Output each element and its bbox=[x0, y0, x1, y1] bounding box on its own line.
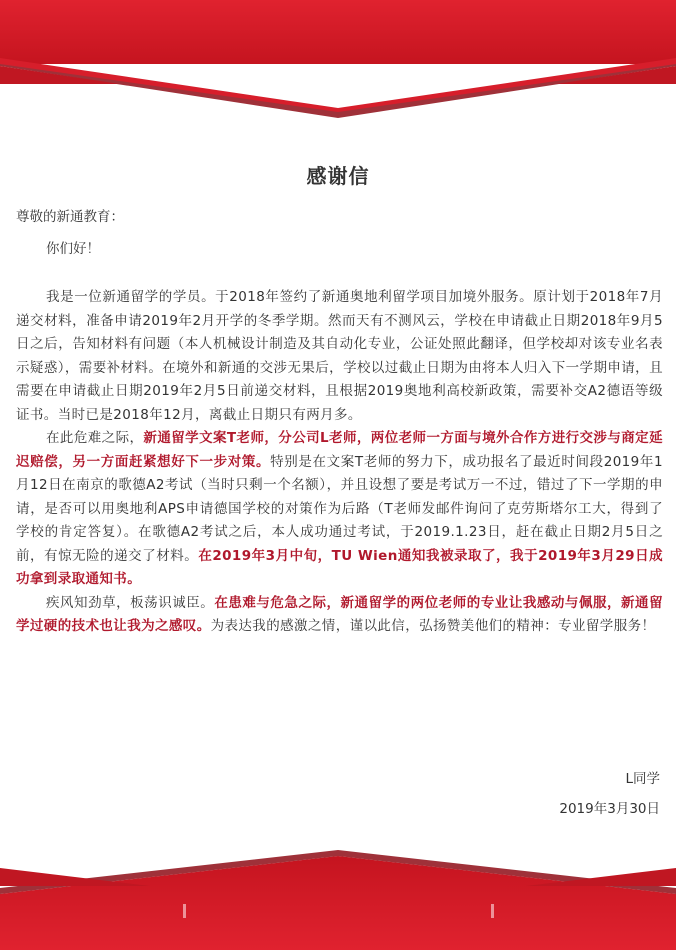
highlighted-text: 在2019年3月中旬，TU Wien通知我被录取了，我于2019年3月29日成功拿到录取通知书。 bbox=[16, 547, 663, 587]
paragraph-text: 疾风知劲草，板荡识诚臣。 bbox=[46, 594, 215, 611]
paragraph-text: 在此危难之际， bbox=[46, 430, 144, 446]
paragraph-text: 我是一位新通留学的学员。于2018年签约了新通奥地利留学项目加境外服务。原计划于2018年7月递交材料，准备申请2019年2月开学的冬季学期。然而天有不测风云，学校在申请截止日期2018年9月5日之后，告知材料有问题（本人机械设计制造及其自动化专业，公证处照此翻译，但学校却对该专业名表示疑惑），需要补材料。在境外和新通的交涉无果后，学校以过截止日期为由将本人归入下一学期申请，且需要在申请截止日期2019年2月5日前递交材料，且根据2019奥地利高校新政策，需要补交A2德语等级证书。当时已是2018年12月，离截止日期只有两月多。 bbox=[16, 289, 663, 423]
salutation: 尊敬的新通教育： bbox=[16, 209, 124, 225]
paragraph-text: 特别是在文案T老师的努力下，成功报名了最近时间段2019年1月12日在南京的歌德A2考试（当时只剩一个名额），并且设想了要是考试万一不过，错过了下一学期的申请，是否可以用奥地利APS申请德国学校的对策作为后路（T老师发邮件询问了克劳斯塔尔工大，得到了学校的肯定答复）。在歌德A2考试之后，本人成功通过考试，于2019.1.23日，赶在截止日期2月5日之前，有惊无险的递交了材料。 bbox=[16, 453, 663, 564]
letter-body bbox=[16, 286, 663, 639]
paragraph-text: 为表达我的感激之情，谨以此信，弘扬赞美他们的精神：专业留学服务！ bbox=[210, 618, 656, 634]
body-paragraph bbox=[16, 592, 663, 639]
greeting: 你们好！ bbox=[46, 241, 100, 257]
letter-title: 感谢信 bbox=[306, 164, 370, 188]
body-paragraph bbox=[16, 427, 663, 592]
highlighted-text: 新通留学文案T老师，分公司L老师，两位老师一方面与境外合作方进行交涉与商定延迟赔偿，另一方面赶紧想好下一步对策。 bbox=[16, 430, 663, 470]
signature: L同学 bbox=[625, 771, 660, 787]
letter-date: 2019年3月30日 bbox=[559, 801, 660, 817]
highlighted-text: 在患难与危急之际，新通留学的两位老师的专业让我感动与佩服，新通留学过硬的技术也让我为之感叹。 bbox=[16, 594, 663, 634]
top-banner-decoration bbox=[0, 0, 676, 150]
bottom-banner-decoration bbox=[0, 838, 676, 950]
body-paragraph bbox=[16, 286, 663, 427]
